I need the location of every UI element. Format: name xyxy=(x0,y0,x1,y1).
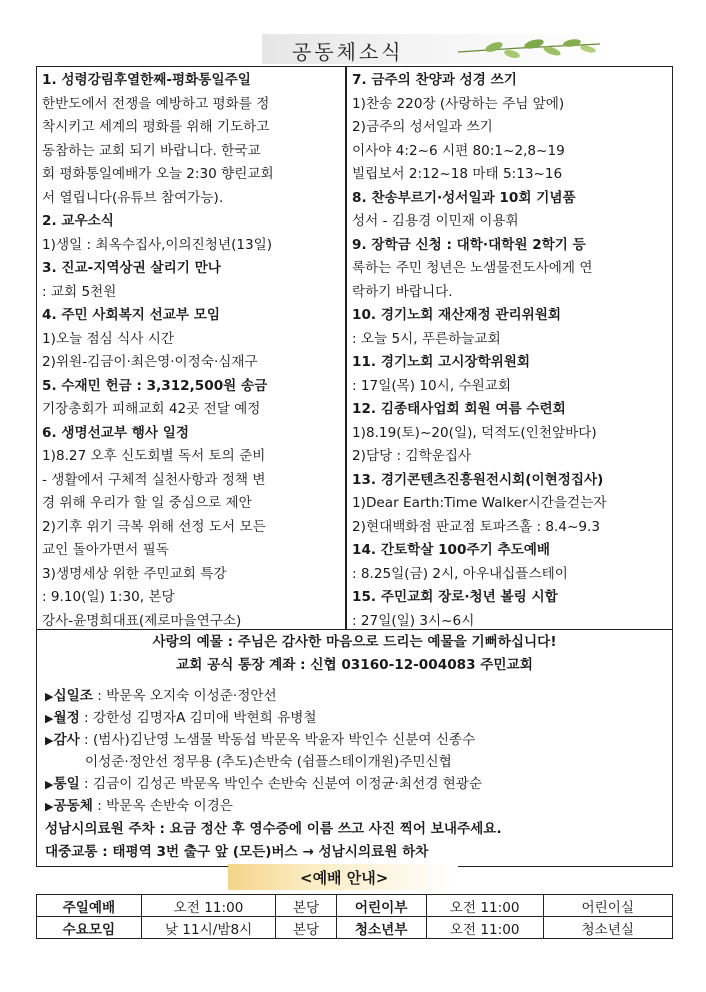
news-heading: 6. 생명선교부 행사 일정 xyxy=(42,424,190,441)
news-line: 2)금주의 성서일과 쓰기 xyxy=(352,119,493,135)
news-line: 기장총회가 피해교회 42곳 전달 예정 xyxy=(42,401,261,417)
worship-cell: 수요모임 xyxy=(37,917,142,939)
triangle-bullet-icon: ▶ xyxy=(45,778,54,791)
giver-names: : 박문옥 손반숙 이경은 xyxy=(92,798,233,814)
worship-table xyxy=(36,894,673,939)
parking-notice: 성남시의료원 주차 : 요금 정산 후 영수증에 이름 쓰고 사진 찍어 보내주세요. xyxy=(45,821,502,837)
leaf-branch-icon xyxy=(454,38,604,60)
news-line: 이사야 4:2~6 시편 80:1~2,8~19 xyxy=(352,142,565,159)
giver-names: 이성준·정안선 정무용 (추도)손반숙 (쉼플스테이개원)주민신협 xyxy=(85,754,452,770)
news-line: 1)오늘 점심 식사 시간 xyxy=(42,330,174,347)
right-column xyxy=(352,69,670,633)
news-line: 1)Dear Earth:Time Walker시간을걷는자 xyxy=(352,495,607,511)
worship-cell: 청소년부 xyxy=(336,917,426,939)
worship-cell: 주일예배 xyxy=(37,895,142,917)
giver-category: 십일조 xyxy=(53,688,93,704)
news-box xyxy=(36,66,673,630)
giver-category: 월정 xyxy=(53,710,80,726)
news-heading: 7. 금주의 찬양과 성경 쓰기 xyxy=(352,72,517,88)
news-line: 회 평화통일예배가 오늘 2:30 향린교회 xyxy=(42,166,274,182)
worship-cell: 본당 xyxy=(276,917,336,939)
news-line: 교인 돌아가면서 필독 xyxy=(42,542,169,558)
news-line: : 27일(일) 3시~6시 xyxy=(352,612,475,629)
worship-cell: 어린이부 xyxy=(336,895,426,917)
giver-row xyxy=(45,685,277,709)
news-line: 착시키고 세계의 평화를 위해 기도하고 xyxy=(42,119,270,135)
news-line: 경 위해 우리가 할 일 중심으로 제안 xyxy=(42,495,252,511)
news-line: 록하는 주민 청년은 노샘물전도사에게 연 xyxy=(352,260,593,276)
news-heading: 15. 주민교회 장로·청년 볼링 시합 xyxy=(352,589,558,605)
news-heading: 3. 진교-지역상권 살리기 만나 xyxy=(42,260,221,276)
news-line: 1)8.19(토)~20(일), 덕적도(인천앞바다) xyxy=(352,424,597,441)
news-line: : 9.10(일) 1:30, 본당 xyxy=(42,589,175,605)
giver-names: : 박문옥 오지숙 이성준·정안선 xyxy=(92,688,277,704)
news-heading: 8. 찬송부르기·성서일과 10회 기념품 xyxy=(352,189,576,206)
worship-row xyxy=(37,917,673,939)
news-line: 성서 - 김용경 이민재 이용휘 xyxy=(352,213,519,229)
worship-cell: 낮 11시/밤8시 xyxy=(141,917,276,939)
news-line: 2)담당 : 김학운집사 xyxy=(352,448,472,464)
news-line: 빌립보서 2:12~18 마태 5:13~16 xyxy=(352,166,563,182)
offering-message: 사랑의 예물 : 주님은 감사한 마음으로 드리는 예물을 기뻐하십니다! xyxy=(152,634,557,650)
worship-cell: 본당 xyxy=(276,895,336,917)
news-line: 2)위원-김금이·최은영·이정숙·심재구 xyxy=(42,354,258,370)
worship-cell: 어린이실 xyxy=(543,895,672,917)
offering-box xyxy=(36,629,673,867)
news-heading: 11. 경기노회 고시장학위원회 xyxy=(352,354,530,370)
giver-names: : 강한성 김명자A 김미애 박현희 유병철 xyxy=(79,710,317,726)
page-title: 공동체소식 xyxy=(292,40,404,64)
giver-names: : (범사)김난영 노샘물 박동섭 박문옥 박윤자 박인수 신분여 신종수 xyxy=(79,732,476,748)
news-line: 동참하는 교회 되기 바랍니다. 한국교 xyxy=(42,142,261,159)
worship-row xyxy=(37,895,673,917)
news-line: 락하기 바랍니다. xyxy=(352,283,453,300)
news-line: : 오늘 5시, 푸른하늘교회 xyxy=(352,330,501,347)
section-header xyxy=(262,34,612,64)
triangle-bullet-icon: ▶ xyxy=(45,800,54,813)
news-heading: 13. 경기콘텐츠진흥원전시회(이현정집사) xyxy=(352,471,604,488)
news-line: 한반도에서 전쟁을 예방하고 평화를 정 xyxy=(42,95,270,112)
news-heading: 1. 성령강림후열한째-평화통일주일 xyxy=(42,72,251,88)
news-heading: 2. 교우소식 xyxy=(42,213,114,229)
news-line: 서 열립니다(유튜브 참여가능). xyxy=(42,189,224,206)
news-line: 1)찬송 220장 (사랑하는 주님 앞에) xyxy=(352,95,565,112)
news-heading: 12. 김종태사업회 회원 여름 수련회 xyxy=(352,401,566,417)
news-line: - 생활에서 구체적 실천사항과 정책 변 xyxy=(42,471,266,488)
giver-row xyxy=(85,751,452,775)
news-heading: 9. 장학금 신청 : 대학·대학원 2학기 등 xyxy=(352,236,586,253)
news-line: 1)8.27 오후 신도회별 독서 토의 준비 xyxy=(42,448,266,464)
bank-account: 교회 공식 통장 계좌 : 신협 03160-12-004083 주민교회 xyxy=(176,657,533,673)
news-line: 3)생명세상 위한 주민교회 특강 xyxy=(42,565,227,582)
news-line: 강사-윤명희대표(제로마을연구소) xyxy=(42,612,242,629)
news-line: : 8.25일(금) 2시, 아우내십플스테이 xyxy=(352,565,568,582)
news-heading: 4. 주민 사회복지 선교부 모임 xyxy=(42,307,220,323)
worship-cell: 청소년실 xyxy=(543,917,672,939)
giver-names: : 김금이 김성곤 박문옥 박인수 손반숙 신분여 이정균·최선경 현광순 xyxy=(79,776,483,792)
triangle-bullet-icon: ▶ xyxy=(45,734,54,747)
worship-cell: 오전 11:00 xyxy=(426,917,543,939)
giver-category: 통일 xyxy=(53,776,80,792)
news-heading: 14. 간토학살 100주기 추도예배 xyxy=(352,542,550,558)
worship-banner xyxy=(228,864,458,890)
giver-row xyxy=(45,707,317,731)
news-line: : 교회 5천원 xyxy=(42,283,117,300)
worship-cell: 오전 11:00 xyxy=(141,895,276,917)
news-line: 1)생일 : 최옥수집사,이의진청년(13일) xyxy=(42,236,273,253)
news-line: 2)기후 위기 극복 위해 선정 도서 모든 xyxy=(42,518,266,535)
worship-title: <예배 안내> xyxy=(300,869,389,887)
giver-category: 감사 xyxy=(53,732,80,748)
news-heading: 10. 경기노회 재산재정 관리위원회 xyxy=(352,307,561,323)
transit-notice: 대중교통 : 태평역 3번 출구 앞 (모든)버스 → 성남시의료원 하차 xyxy=(45,844,429,860)
news-line: : 17일(목) 10시, 수원교회 xyxy=(352,377,511,394)
giver-row xyxy=(45,795,233,819)
news-heading: 5. 수재민 헌금 : 3,312,500원 송금 xyxy=(42,377,268,394)
giver-row xyxy=(45,729,475,753)
triangle-bullet-icon: ▶ xyxy=(45,690,54,703)
triangle-bullet-icon: ▶ xyxy=(45,712,54,725)
left-column xyxy=(42,69,340,633)
giver-row xyxy=(45,773,482,797)
news-line: 2)현대백화점 판교점 토파즈홀 : 8.4~9.3 xyxy=(352,518,601,535)
worship-cell: 오전 11:00 xyxy=(426,895,543,917)
giver-category: 공동체 xyxy=(53,798,93,814)
column-divider xyxy=(345,67,347,629)
